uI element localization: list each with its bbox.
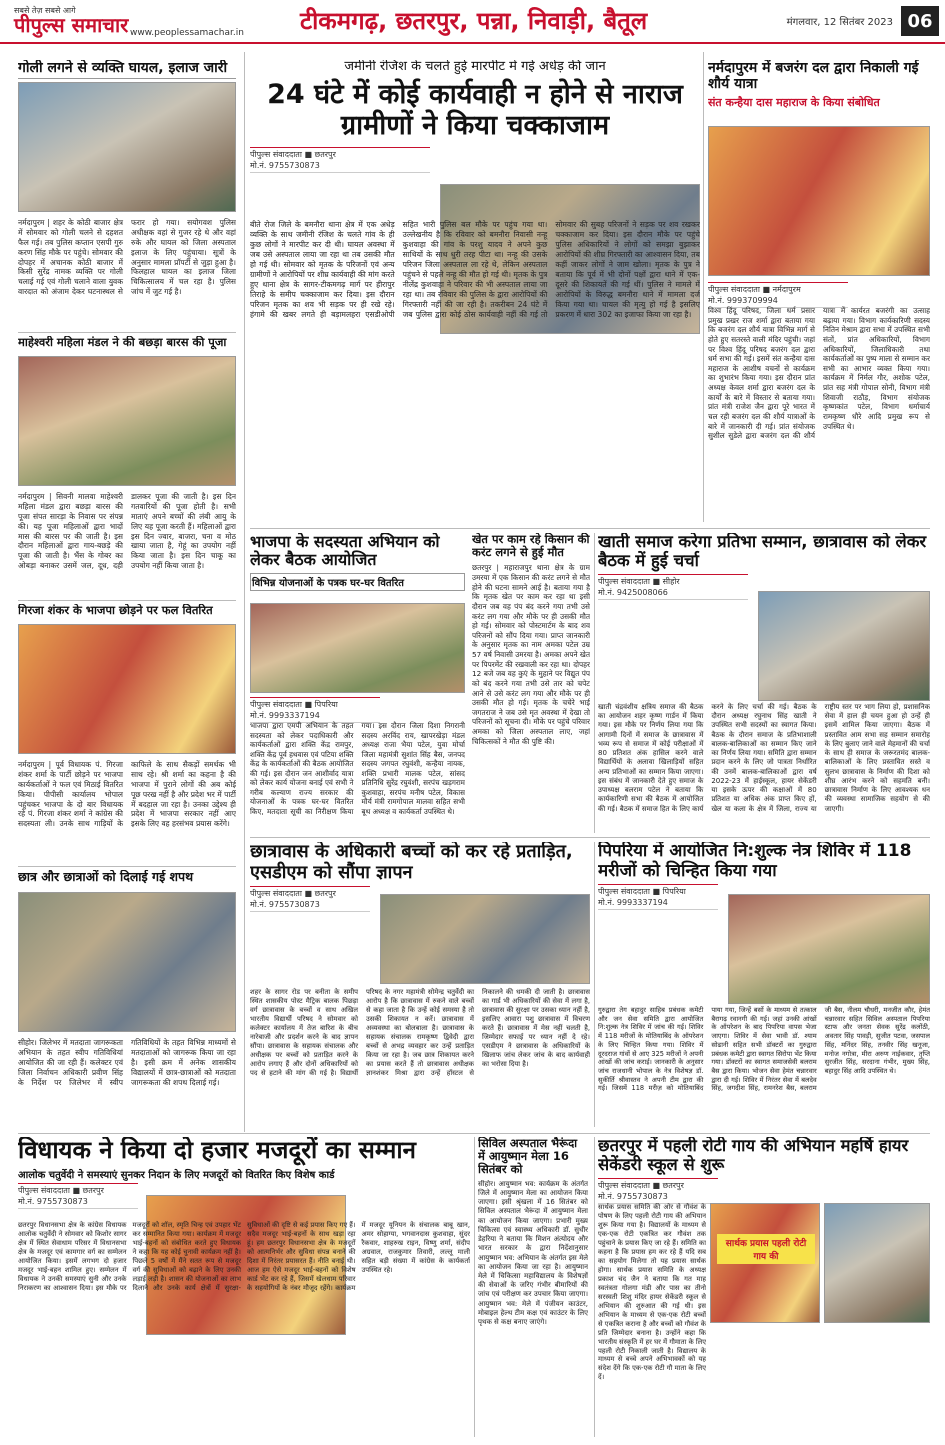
divider (18, 866, 236, 867)
article-bachhda-baras (18, 336, 236, 598)
column-divider (594, 1137, 595, 1437)
subheadline: विभिन्न योजनाओं के पत्रक घर-घर वितरित (250, 573, 465, 591)
headline: सिविल अस्पताल भैरूंदा में आयुष्मान मेला 16 सितंबर को (478, 1137, 578, 1177)
article-body: शहर के सागर रोड पर बनीता के समीप स्थित शासकीय पोस्ट मैट्रिक बालक पिछड़ा वर्ग छात्रावास के बच्चों व साथ अखिल भारतीय विद्यार्थी परिषद ने सोमवार को कलेक्टर कार्यालय में तेज बारिश के बीच नारेबाजी और प्रदर्शन करने के बाद ज्ञापन सौंपा। छात्रावास के सहायक संचालक और अधीक्षक पर बच्चों को प्रताड़ित करने के आरोप लगाए हैं और दोनों अधिकारियों को पद से हटाने की मांग की गई है। विद्यार्थी परिषद के नगर महामंत्री सोमेन्द्र चतुर्वेदी का आरोप है कि छात्रावास में रुकने वाले बच्चों से कहा जाता है कि उन्हें कोई समस्या है तो उसकी शिकायत न करें। छात्रावास में अव्यवस्था का बोलबाला है। छात्रावास के सहायक संचालक रामकृष्ण द्विवेदी द्वारा बच्चों से अभद्र व्यवहार कर उन्हें प्रताड़ित किया जा रहा है। जब छात्र शिकायत करने का प्रयास करते हैं तो छात्रावास अधीक्षक ज्ञानशंकर मिश्रा द्वारा उन्हें हॉस्टल से निकालने की धमकी दी जाती है। छात्रावास का गार्ड भी अधिकारियों की सेवा में लगा है, छात्रावास की सुरक्षा पर उसका ध्यान नहीं है, इसलिए आवारा पशु छात्रावास में विचरण करते हैं। छात्रावास में मेस नहीं चलती है, जिम्मेदार सफाई पर ध्यान नहीं दे रहे। एसडीएम ने छात्रावास के अधिकारियों के खिलाफ जांच लेकर जांच के बाद कार्यवाही का भरोसा दिया है। (250, 988, 590, 1077)
website-link[interactable]: www.peoplessamachar.in (130, 28, 244, 38)
news-photo (18, 624, 236, 754)
article-body: सीहोर। जिलेभर में मतदाता जागरूकता अभियान के तहत स्वीप गतिविधियां आयोजित की जा रही हैं। कलेक्टर एवं जिला निर्वाचन अधिकारी प्रवीण सिंह के निर्देश पर जिलेभर में स्वीप गतिविधियों के तहत विभिन्न माध्यमों से मतदाताओं को जागरूक किया जा रहा है। इसी क्रम में अनेक शासकीय विद्यालयों में छात्र-छात्राओं को मतदाता जागरूकता की शपथ दिलाई गई। (18, 1038, 236, 1087)
headline: माहेश्वरी महिला मंडल ने की बछड़ा बारस की पूजा (18, 336, 227, 349)
headline: छतरपुर में पहली रोटी गाय की अभियान महर्षि हायर सेकेंडरी स्कूल से शुरू (598, 1137, 909, 1174)
divider (250, 528, 930, 529)
byline: पीपुल्स संवाददाता ■ पिपरिया मो.नं. 9993337194 (250, 697, 380, 723)
article-voter-oath (18, 870, 236, 1132)
headline: छात्रावास के अधिकारी बच्चों को कर रहे प्रताड़ित, एसडीएम को सौंपा ज्ञापन (250, 842, 573, 883)
reporter-phone: मो.नं. 9755730873 (250, 900, 320, 910)
news-photo (18, 82, 236, 212)
article-pehli-roti (598, 1137, 930, 1437)
newspaper-logo: सबसे तेज़ सबसे आगे पीपुल्स समाचार (0, 7, 160, 35)
article-body: खाती चंद्रवंशीय क्षत्रिय समाज की बैठक का आयोजन शहर कृष्ण गार्डन में किया गया। इस मौके पर निर्णय लिया गया कि आगामी दिनों में समाज के छात्रावास में भव्य रूप से समाज में कोई परीक्षाओं में 80 प्रतिशत अंक हासिल करने वाले विद्यार्थियों के अलावा खिलाड़ियों सहित अन्य प्रतिभाओं का सम्मान किया जाएगा। इस संबंध में जानकारी देते हुए समाज के उपाध्यक्ष बलराम पटेल ने बताया कि कार्यकारिणी सभा की बैठक में आयोजित की गई। बैठक में समाज हित के लिए कार्य करने के लिए चर्चा की गई। बैठक के दौरान अध्यक्ष रघुनाथ सिंह खाती ने उपस्थित सभी सदस्यों का स्वागत किया। बैठक के दौरान समाज के प्रतिभाशाली बालक-बालिकाओं का सम्मान किए जाने का निर्णय लिया गया। समिति द्वारा सम्मान प्रदान करने के लिए जो पात्रता निर्धारित की उनमें बालक-बालिकाओं द्वारा वर्ष 2022-23 में हाईस्कूल, हायर सेकेंडरी या इसके ऊपर की कक्षाओं में 80 प्रतिशत या अधिक अंक प्राप्त किए हों, खेल या कला के क्षेत्र में जिला, राज्य या राष्ट्रीय स्तर पर भाग लिया हो, प्रशासनिक सेवा में हाल ही चयन हुआ हो उन्हें ही इसमें शामिल किया जाएगा। बैठक में प्रस्तावित आम सभा सह सम्मान समारोह के लिए बुलाए जाने वाले मेहमानों की चर्चा के साथ ही समाज के जरूरतमंद बालक-बालिकाओं के लिए प्रस्तावित सस्ते व सुलभ छात्रावास के निर्माण की दिशा को शीघ्र आरंभ करने को सहमति बनी। छात्रावास निर्माण के लिए आवश्यक धन की व्यवस्था सामाजिक सहयोग से की जाएगी। (598, 703, 930, 813)
article-body: नर्मदापुरम | पूर्व विधायक पं. गिरजा शंकर शर्मा के पार्टी छोड़ने पर भाजपा कार्यकर्ताओं ने फल एवं मिठाई वितरित किया। पीपीसी कार्यालय भोपाल पहुंचकर भाजपा के दो बार विधायक रहे पं. गिरजा शंकर शर्मा ने कांग्रेस की सदस्यता ली। उनके साथ गाड़ियों के काफिले के साथ सैकड़ों समर्थक भी साथ रहे। श्री शर्मा का कहना है की भाजपा में पुराने लोगों की अब कोई पूछ परख नहीं है और प्रदेश भर में पार्टी में बदहाल जा रहा है। उनका उद्देश्य ही प्रदेश में भाजपा सरकार नहीं आए इसके लिए वह हरसंभव प्रयास करेंगे। (18, 760, 236, 829)
masthead (0, 0, 945, 44)
subheadline: आलोक चतुर्वेदी ने समस्याएं सुनकर निदान के लिए मजदूरों को वितरित किए विशेष कार्ड (18, 1169, 335, 1181)
article-body-continued (710, 1327, 930, 1435)
subheadline: संत कन्हैया दास महाराज के किया संबोधित (708, 96, 880, 110)
news-photo (728, 894, 930, 1004)
article-body: छतरपुर विधानसभा क्षेत्र के कांग्रेस विधायक आलोक चतुर्वेदी ने सोमवार को किशोर सागर क्षेत्र में स्थित सेवाधाम परिसर में विधानसभा क्षेत्र के मजदूर एवं कामगार वर्ग का सम्मेलन आयोजित किया। इसमें लगभग दो हजार मजदूर भाई-बहन शामिल हुए। सम्मेलन में विधायक ने उनकी समस्याएं सुनी और उनके निराकरण का आश्वासन दिया। इस मौके पर मजदूरों को शॉल, स्मृति चिन्ह एवं उपहार भेंट कर सम्मानित किया गया। कार्यक्रम में मजदूर भाई-बहनों को संबोधित करते हुए विधायक ने कहा कि यह कोई चुनावी कार्यक्रम नहीं है। पिछले 5 वर्षों में मैंने सतत रूप से मजदूर वर्ग की सुविधाओं को बढ़ाने के लिए उनकी लड़ाई लड़ी है। शासन की योजनाओं का लाभ दिलाने और उनके कार्य क्षेत्रों में सुरक्षा-सुविधाओं की दृष्टि से कई प्रयास किए गए हैं। सदैव मजदूर भाई-बहनों के साथ खड़ा रहा हूं। हम छतरपुर विधानसभा क्षेत्र के मजदूरों को आत्मनिर्भर और सुविधा संपन्न बनाने की दिशा में निरंतर प्रयासरत हैं। नीति बनाई थी। आज हम ऐसे मजदूर भाई-बहनों को विशेष कार्ड भेंट कर रहे हैं, जिसमें खेलधाम परिवार के सहयोगियों के नंबर मौजूद रहेंगे। कार्यक्रम में मजदूर यूनियन के संचालक बाबू खान, अमर सोहाग्या, भगवानदास कुशवाहा, सुंदर रैकवार, शाहरुख राइन, विष्णु शर्मा, संदीप अग्रवाल, राजकुमार तिवारी, लल्लू माली सहित बड़ी संख्या में कांग्रेस के कार्यकर्ता उपस्थित रहे। (18, 1221, 470, 1292)
headline: गोली लगने से व्यक्ति घायल, इलाज जारी (18, 60, 236, 79)
article-body: सार्थक प्रयास समिति की ओर से गौवंश के पोषण के लिए पहली रोटी गाय की अभियान शुरू किया गया है। विद्यालयों के माध्यम से एक-एक रोटी एकत्रित कर गौवंश तक पहुंचाने के प्रयास किए जा रहे हैं। समिति का कहना है कि प्रयास हम कर रहे हैं यदि सब का सहयोग मिलेगा तो यह प्रयास सार्थक होगा। सार्थक प्रयास समिति के अध्यक्ष प्रकाश चंद जैन ने बताया कि गत माह स्वतंत्रता गोलगा मंडी और पास का तीनो सरस्वती शिशु मंदिर हायर सेकेंडरी स्कूल से अभियान की शुरुआत की गई थी। इस अभियान के माध्यम से एक-एक रोटी बच्चों से एकत्रित कराना है और बच्चों को गौवंश के प्रति जिम्मेदार बनाना है। उन्होंने कहा कि भारतीय संस्कृति में हर घर में गौमाता के लिए पहली रोटी निकाली जाती है। विद्यालय के माध्यम से बच्चे अपने अभिभावकों को यह संदेश देंगे कि एक-एक रोटी गौ माता के लिए दें। (598, 1203, 706, 1382)
page-number: 06 (901, 6, 939, 36)
headline: विधायक ने किया दो हजार मजदूरों का सम्मान (18, 1137, 416, 1164)
column-divider (474, 1137, 475, 1437)
article-body: नर्मदापुरम | सिवनी मालवा माहेश्वरी महिला मंडल द्वारा बछड़ा बारस की पूजा संपत सारड़ा के निवास पर संपन्न की। यह पूजा महिलाओं द्वारा भादों मास की बारस पर की जाती है। इस दौरान महिलाओं द्वारा गाय-बछड़े की पूजा की जाती है। भैंस के गोबर का ओबड़ा बनाकर उसमें जल, दूध, दही डालकर पूजा की जाती है। इस दिन गतवारियों की पूजा होती है। सभी माताएं अपने बच्चों की लंबी आयु के लिए यह पूजा करती हैं। महिलाओं द्वारा इस दिन ज्वार, बाजरा, चना व मोठ खाया जाता है, गेहूं का उपयोग नहीं किया जाता है। इस दिन चाकू का उपयोग नहीं किया जाता है। (18, 492, 236, 571)
column-divider (244, 52, 245, 1132)
edition-districts: टीकमगढ़, छतरपुर, पन्ना, निवाड़ी, बैतूल (300, 7, 648, 35)
divider (18, 600, 236, 601)
article-mla-labour (18, 1137, 470, 1437)
reporter-phone: मो.नं. 9993337194 (250, 711, 320, 720)
article-chakkajam (250, 60, 700, 525)
news-photo (250, 603, 465, 693)
news-photo (18, 892, 236, 1032)
byline: पीपुल्स संवाददाता ■ छतरपुर मो.नं. 9755730873 (18, 1183, 138, 1209)
column-divider (594, 533, 595, 833)
headline: नर्मदापुरम में बजरंग दल द्वारा निकाली गई शौर्य यात्रा (708, 60, 919, 93)
article-body: विश्व हिंदू परिषद, जिला धर्म प्रसार प्रमुख प्रखर राज शर्मा द्वारा बताया गया कि बजरंग दल शौर्य यात्रा विभिन्न मार्ग से होते हुए सतरस्ते वाली मंदिर पहुंची। जहां पर विश्व हिंदू परिषद बजरंग दल द्वारा धर्म सभा की गई। इसमें संत कन्हैया दास महाराज के आशीष वचनों से कार्यक्रम का शुभारंभ किया गया। इस दौरान प्रांत अध्यक्ष केवल शर्मा द्वारा बजरंग दल के कार्यों के बारे में विस्तार से बताया गया। प्रांत मंत्री राजेश जैन द्वारा पूरे भारत में चल रही बजरंग दल की शौर्य यात्राओं के बारे में जानकारी दी गई। प्रांत संयोजक सुशील सुडेले द्वारा बजरंग दल की शौर्य यात्रा में कार्यरत बजरंगी का उत्साह बढ़ाया गया। विभाग कार्यकारिणी सदस्य नितिन मेश्राम द्वारा सभा में उपस्थित सभी संतों, प्रांत अधिकारियों, विभाग अधिकारियों, जिलाधिकारी तथा कार्यकर्ताओं का पुष्प माला से सम्मान कर सभी का आभार व्यक्त किया गया। कार्यक्रम में निर्मल गौर, अशोक पटेल, प्रांत सह मंत्री गोपाल सोनी, विभाग मंत्री शिवाजी राठौड़, विभाग संयोजक कृष्णकांत पटेल, विभाग धर्माचार्य रामकृष्ण धौरे आदि प्रमुख रूप से उपस्थित थे। (708, 306, 930, 441)
article-body: नर्मदापुरम | शहर के कोठी बाजार क्षेत्र में सोमवार को गोली चलने से दहशत फैल गई। तब पुलिस कप्तान एसपी गुरु करण सिंह मौके पर पहुंचे। सोमवार की दोपहर में अचानक कोठी बाजार में किसी सुरेंद्र नामक व्यक्ति पर गोली चलाई गई एवं गोली चलाने वाला युवक वारदात को अंजाम देकर घटनास्थल से फरार हो गया। सयोगवश पुलिस अधीक्षक वहां से गुजर रहे थे और वहां रुके और घायल को जिला अस्पताल इलाज के लिए पहुंचाया। सूत्रों के अनुसार मामला प्रॉपर्टी से जुड़ा हुआ है। फिलहाल घायल का इलाज जिला चिकित्सालय में चल रहा है। पुलिस जांच में जुट गई है। (18, 218, 236, 297)
article-body: सीहोर। आयुष्मान भव: कार्यक्रम के अंतर्गत जिले में आयुष्मान मेला का आयोजन किया जाएगा। इसी श्रृंखला में 16 सितंबर को सिविल अस्पताल भैरूंदा में आयुष्मान मेला का आयोजन किया जाएगा। प्रभारी मुख्य चिकित्सा एवं स्वास्थ्य अधिकारी डॉ. सुधीर डेहरिया ने बताया कि मिशन अंत्योदय और भारत सरकार के द्वारा निर्देशानुसार आयुष्मान भव: अभियान के अंतर्गत इस मेले का आयोजन किया जा रहा है। आयुष्मान मेले में चिकित्सा महाविद्यालय के विशेषज्ञों की सेवाओं के जरिए गंभीर बीमारियों की जांच एवं परीक्षण कर उपचार किया जाएगा। आयुष्मान भव: मेले में पंजीयन काउंटर, मोबाइल हेल्थ टीम कक्ष एवं काउंटर के लिए पृथक से कक्ष बनाए जाएंगे। (478, 1179, 588, 1327)
article-shaurya-yatra (708, 60, 930, 525)
logo-tagline: सबसे तेज़ सबसे आगे (14, 6, 76, 15)
divider (18, 332, 236, 333)
headline: खाती समाज करेगा प्रतिभा सम्मान, छात्रावास को लेकर बैठक में हुई चर्चा (598, 533, 927, 570)
reporter-phone: मो.नं. 9755730873 (18, 1196, 88, 1206)
headline: खेत पर काम रहे किसान की करंट लगने से हुई मौत (472, 533, 590, 560)
photo-banner: सार्थक प्रयास पहली रोटी गाय की (717, 1234, 815, 1264)
article-khati-samaj (598, 533, 930, 833)
kicker: जमीनी रंजिश के चलते हुई मारपीट में गई अधेड़ की जान (344, 60, 606, 74)
column-divider (594, 842, 595, 1127)
article-bjp-membership (250, 533, 465, 833)
article-farmer-current (472, 533, 590, 833)
reporter-phone: मो.नं. 9755730873 (250, 161, 320, 171)
byline: पीपुल्स संवाददाता ■ छतरपुर मो.नं. 9755730873 (598, 1178, 718, 1204)
news-photo (710, 1203, 820, 1323)
reporter-phone: मो.नं. 9993709994 (708, 296, 778, 305)
byline: पीपुल्स संवाददाता ■ छतरपुर मो.नं. 9755730873 (250, 886, 370, 912)
news-photo (380, 894, 590, 984)
reporter-phone: मो.नं. 9425008066 (598, 587, 668, 597)
article-hostel-memo (250, 842, 590, 1127)
column-divider (703, 52, 704, 522)
reporter-phone: मो.नं. 9993337194 (598, 898, 668, 908)
byline: पीपुल्स संवाददाता ■ छतरपुर मो.नं. 9755730873 (250, 147, 430, 173)
news-photo (758, 591, 930, 701)
news-photo (708, 126, 930, 276)
divider (18, 1133, 930, 1134)
issue-date: मंगलवार, 12 सितंबर 2023 (786, 17, 893, 28)
news-photo (824, 1203, 930, 1323)
byline: पीपुल्स संवाददाता ■ पिपरिया मो.नं. 9993337194 (598, 884, 718, 910)
article-girja-shankar (18, 604, 236, 864)
headline: गिरजा शंकर के भाजपा छोड़ने पर फल वितरित (18, 604, 213, 617)
headline: भाजपा के सदस्यता अभियान को लेकर बैठक आयोजित (250, 533, 440, 570)
headline: पिपरिया में आयोजित नि:शुल्क नेत्र शिविर में 118 मरीजों को चिन्हित किया गया (598, 842, 912, 881)
news-photo (18, 356, 236, 486)
headline: छात्र और छात्राओं को दिलाई गई शपथ (18, 870, 194, 884)
divider (250, 837, 930, 838)
byline: पीपुल्स संवाददाता ■ नर्मदापुरम मो.नं. 9993709994 (708, 282, 848, 308)
article-ayushman-mela (478, 1137, 588, 1437)
article-body: बीते रोज जिले के बमनौरा थाना क्षेत्र में एक अधेड़ व्यक्ति के साथ जमीनी रंजिश के चलते गांव के ही कुछ लोगों ने मारपीट कर दी थी। घायल अवस्था में जब उसे अस्पताल लाया जा रहा था तब उसकी मौत हो गई थी। सोमवार को मृतक के परिजनों एवं अन्य ग्रामीणों ने आरोपियों पर शीघ्र कार्यवाही की मांग करते हुए थाना क्षेत्र के सागर-टीकमगढ़ मार्ग पर हीरापुर तिराहे के समीप चक्काजाम कर दिया। इस दौरान परिजन मृतक का शव भी सड़क पर ही रखे रहे। हंगामे की खबर लगते ही बड़ामलहरा एसडीओपी सहित भारी पुलिस बल मौके पर पहुंच गया था। उल्लेखनीय है कि रविवार को बमनौरा निवासी नन्हू कुशवाहा की गांव के परशु यादव ने अपने कुछ साथियों के साथ धुरी तरह पीटा था। नन्हू की उसके परिजन जिला अस्पताल ला रहे थे, लेकिन अस्पताल पहुंचने से पहले नन्हू की मौत हो गई थी। मृतक के पुत्र नीलेंद्र कुशवाहा ने परिवार की भी अस्पताल लाया जा रहा था। तब रविवार की पुलिस के द्वारा आरोपियों की गिरफ्तारी नहीं की जा रही है। तकरीबन 24 घंटे में जब पुलिस द्वारा कोई ठोस कार्यवाही नहीं की गई तो सोमवार की सुबह परिजनों ने सड़क पर शव रखकर चक्काजाम कर दिया। इस दौरान मौके पर पहुंचे पुलिस अधिकारियों ने लोगों को समझा बुझाकर आरोपियों की शीघ्र गिरफ्तारी का आश्वासन दिया, तब कहीं जाकर लोगों ने जाम खोला। मृतक के पुत्र ने बताया कि पूर्व में भी दोनों पक्षों द्वारा थाने में एक-दूसरे की शिकायतें की गई थीं। पुलिस ने मामले में आरोपियों के विरुद्ध बमनौरा थाने में मामला दर्ज किया गया था। घायल की मृत्यु हो गई है इसलिए प्रकरण में धारा 302 का इजाफा किया जा रहा है। (250, 220, 700, 320)
article-body: भाजपा द्वारा एमपी अभियान के तहत सदस्यता को लेकर पदाधिकारी और कार्यकर्ताओं द्वारा शक्ति केंद्र रामपुर, शक्ति केंद्र पूर्व हथवास एवं पटिया शक्ति केंद्र के कार्यकर्ताओं की बैठक आयोजित की गई। इस दौरान जन आशीर्वाद यात्रा को लेकर कार्य योजना बनाई एवं सभी ने गरीब कल्याण राज्य सरकार की योजनाओं के पत्रक घर-घर वितरित किए, मतदाता सूची का निरीक्षण किया गया। इस दौरान जिला दिशा निगरानी सदस्य अरविंद राय, खापरखेड़ा मंडल अध्यक्ष राजा भैया पटेल, युवा मोर्चा जिला महामंत्री सुशांत सिंह बैस, जनपद सदस्य जगपत रघुवंशी, कन्हैया नायक, शक्ति प्रभारी मालक पटेल, सांसद प्रतिनिधि सुरेंद्र रघुवंशी, सरपंच खड़गराम कुशवाहा, सरपंच मनीष पटेल, विकास मौर्य मंत्री रामगोपाल मालवा सहित सभी बूथ अध्यक्ष व कार्यकर्ता उपस्थित थे। (250, 721, 465, 816)
article-gunshot (18, 60, 236, 330)
article-body: छतरपुर | महाराजपुर थाना क्षेत्र के ग्राम उमरया में एक किसान की करंट लगने से मौत होने की घटना सामने आई है। बताया गया है कि मृतक खेत पर काम कर रहा था इसी दौरान जब वह पंप बंद करने गया तभी उसे करंट लग गया और मौके पर ही उसकी मौत हो गई। सोमवार को पोस्टमार्टम के बाद शव परिजनों को सौंप दिया गया। प्राप्त जानकारी के अनुसार मृतक का नाम अमका पटेल उम्र 57 वर्ष निवासी उमरया है। अमका अपने खेत पर पिपरमेंट की रखवाली कर रहा था। दोपहर 12 बजे जब वह कुएं के मुहाने पर विद्युत पंप को बंद करने गया तभी उसे तार को चपेट आने से उसे करंट लग गया और मौके पर ही उसकी मौत हो गई। मृतक के चचेरे भाई जगतराज ने जब उसे मृत अवस्था में देखा तो परिजनों को सूचना दी। मौके पर पहुंचे परिवार अमका को जिला अस्पताल लाए, जहां चिकित्सकों ने मौत की पुष्टि की। (472, 563, 590, 746)
headline: 24 घंटे में कोई कार्यवाही न होने से नाराज ग्रामीणों ने किया चक्काजाम (267, 78, 683, 141)
byline: पीपुल्स संवाददाता ■ सीहोर मो.नं. 9425008066 (598, 574, 748, 600)
article-body: गुरुद्वारा तेग बहादुर साहिब प्रबंधक कमेटी और जन सेवा समिति द्वारा आयोजित नि:शुल्क नेत्र शिविर में जांच की गई। शिविर में 118 मरीजों के मोतियाबिंद के ऑपरेशन के लिए चिन्हित किया गया। शिविर में दूरदराज गांवों से आए 325 मरीजों ने अपनी आंखों की जांच कराई। जानकारी के अनुसार जांच राजधानी भोपाल के नेत्र विशेषज्ञ डॉ. सुकीर्ति श्रीवास्तव ने अपनी टीम द्वारा की गई। जिसमें 118 मरीज़ को मोतियाबिंद पाया गया, जिन्हें बसों के माध्यम से तत्काल बैरागढ़ रवानगी की गई। जहां उनकी आंखों के ऑपरेशन के बाद पिपरिया वापस भेजा जाएगा। शिविर में सेवा भावी डॉ. श्याम सोढानी सहित सभी डॉक्टरों का गुरुद्वारा प्रबंधक कमेटी द्वारा स्वागत सिरोपा भेंट किया गया। डॉक्टरों का स्वागत समाजसेवी बलराम बैस द्वारा किया। भोजन सेवा हेमंत चन्नारवार द्वारा दी गई। शिविर में निरंतर सेवा में बलदेव सिंह, जगदीश सिंह, रामनरेश बैस, बलराम जी बैस, नीलम चौधरी, मनजीत कौर, हेमंत चन्नारवार सहित सिविल अस्पताल पिपरिया स्टाफ और जनता सेवक सुरेंद्र कलोंठी, अवतार सिंह पावड़ी, सुजीत पटवा, जसपाल सिंह, मनिंदर सिंह, तनवीर सिंह खनूजा, मनोज नगोत्रा, मीरा अरुण नाईकवार, तृप्ति सुरजीत सिंह, सरदाना गंभीर, मुख्य सिंह, बहादुर सिंह आदि उपस्थित थे। (598, 1006, 930, 1093)
article-eye-camp (598, 842, 930, 1127)
reporter-phone: मो.नं. 9755730873 (598, 1191, 668, 1201)
